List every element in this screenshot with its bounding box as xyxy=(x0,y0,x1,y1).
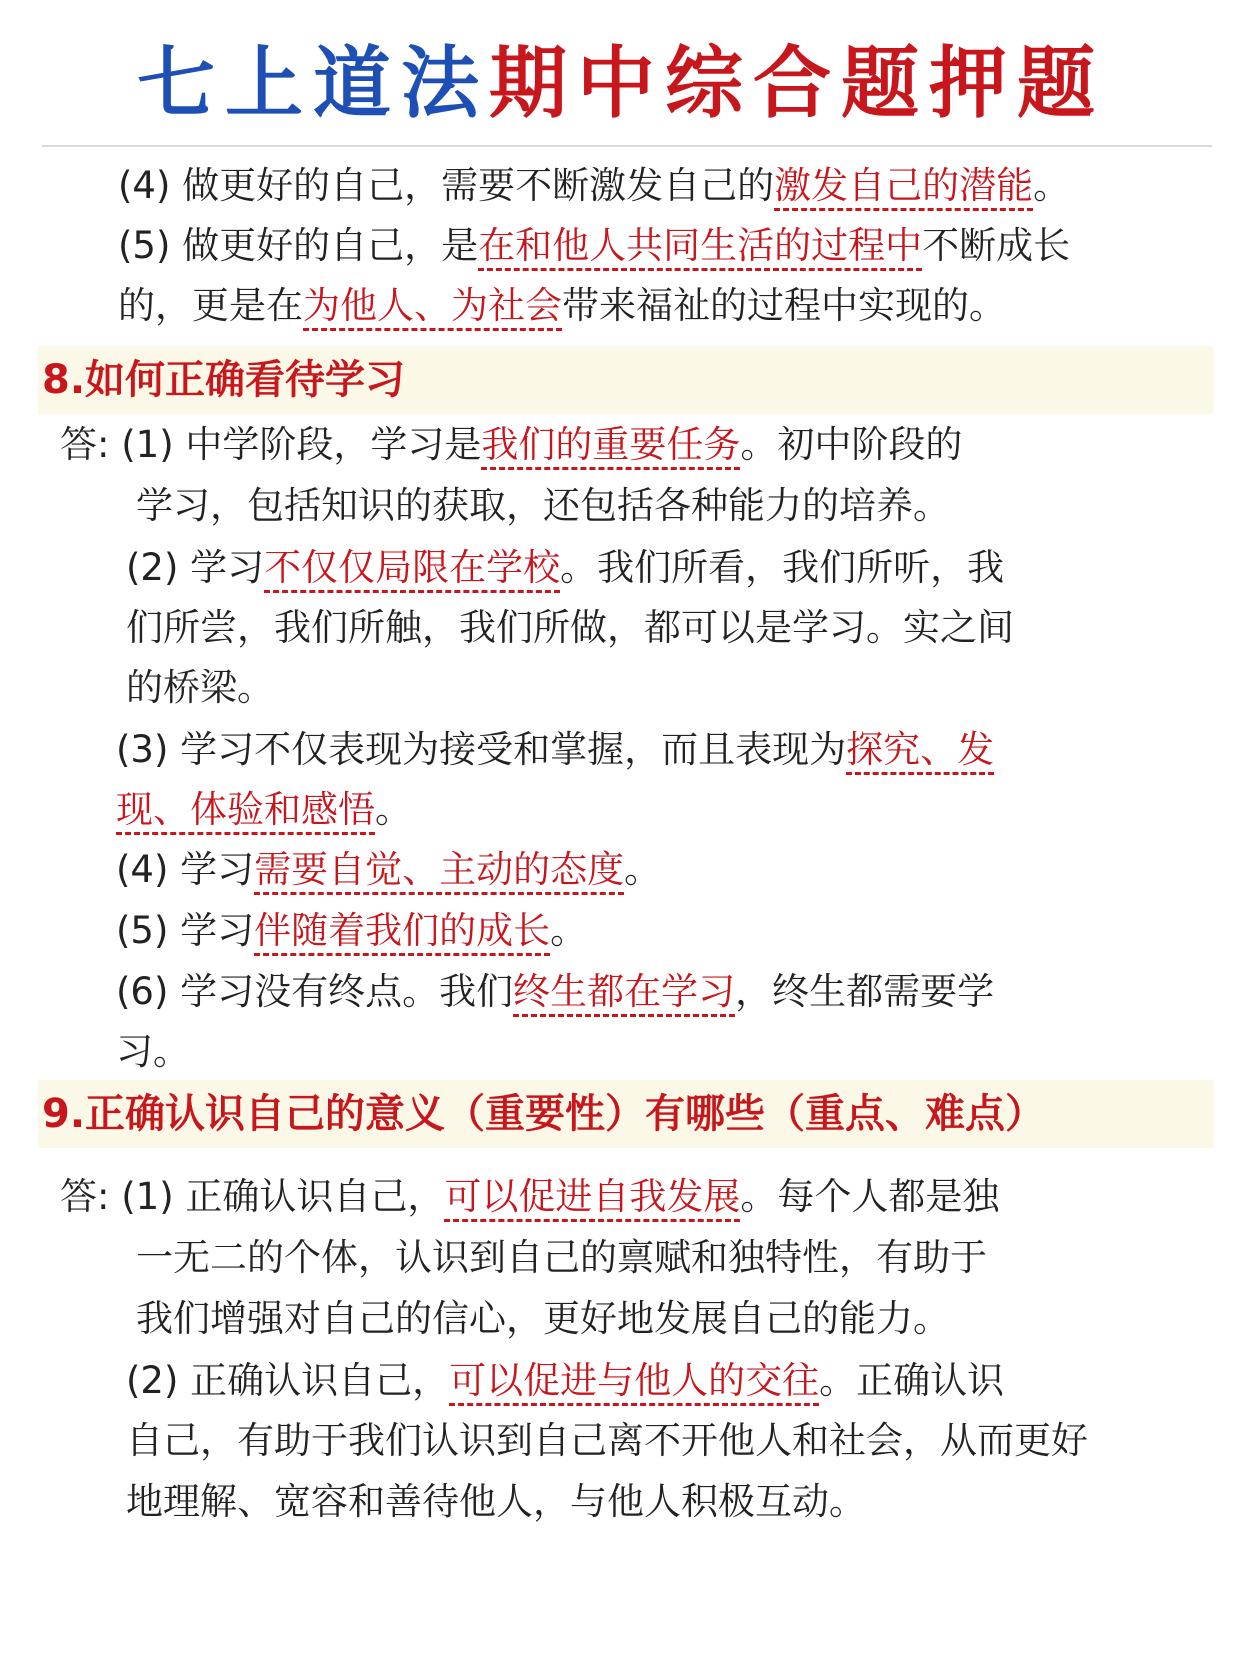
intro-item-4-keypoint: 激发自己的潜能 xyxy=(774,164,1033,211)
s8-answer-2-text: (2) 学习 xyxy=(126,546,265,589)
s8-answer-3-text: (3) 学习不仅表现为接受和掌握，而且表现为 xyxy=(116,728,847,771)
intro-item-5-text: (5) 做更好的自己，是 xyxy=(118,224,479,267)
intro-item-5-line2-text: 的，更是在 xyxy=(118,284,303,327)
s8-answer-3-line2-keypoint: 现、体验和感悟 xyxy=(116,788,375,835)
s9-answer-1-line3: 我们增强对自己的信心，更好地发展自己的能力。 xyxy=(136,1297,950,1340)
section-9-header xyxy=(38,1080,1214,1148)
intro-item-5-line2 xyxy=(118,281,1006,331)
s8-answer-4 xyxy=(116,845,661,895)
s9-answer-1 xyxy=(60,1172,999,1222)
s8-answer-5-end: 。 xyxy=(550,909,588,952)
intro-item-4-text: (4) 做更好的自己，需要不断激发自己的 xyxy=(118,164,775,207)
s9-answer-2-end: 。正确认识 xyxy=(819,1359,1005,1402)
s8-answer-2-line3: 的桥梁。 xyxy=(126,666,274,709)
s8-answer-6-line2: 习。 xyxy=(116,1030,190,1073)
s9-answer-1-line2: 一无二的个体，认识到自己的禀赋和独特性，有助于 xyxy=(136,1236,987,1279)
s8-answer-1-keypoint: 我们的重要任务 xyxy=(481,423,740,470)
s8-answer-4-keypoint: 需要自觉、主动的态度 xyxy=(254,848,624,895)
s8-answer-5-text: (5) 学习 xyxy=(116,909,255,952)
s9-answer-1-text: 答: (1) 正确认识自己， xyxy=(60,1175,445,1218)
page-title xyxy=(0,34,1242,134)
s9-answer-2-keypoint: 可以促进与他人的交往 xyxy=(449,1359,819,1406)
s8-answer-1-line2: 学习，包括知识的获取，还包括各种能力的培养。 xyxy=(136,484,950,527)
s9-answer-1-end: 。每个人都是独 xyxy=(740,1175,1000,1218)
intro-item-5-keypoint: 在和他人共同生活的过程中 xyxy=(478,224,922,271)
section-9-heading: 9.正确认识自己的意义（重要性）有哪些（重点、难点） xyxy=(42,1091,1046,1137)
intro-item-5 xyxy=(118,221,1070,271)
s8-answer-2-keypoint: 不仅仅局限在学校 xyxy=(264,546,560,593)
s9-answer-1-keypoint: 可以促进自我发展 xyxy=(444,1175,740,1222)
s8-answer-5 xyxy=(116,906,587,956)
s8-answer-2-line2: 们所尝，我们所触，我们所做，都可以是学习。实之间 xyxy=(126,606,1014,649)
intro-item-4 xyxy=(118,161,1070,211)
s8-answer-6-text: (6) 学习没有终点。我们 xyxy=(116,970,514,1013)
s8-answer-3-keypoint: 探究、发 xyxy=(846,728,994,775)
s8-answer-6-keypoint: 终生都在学习 xyxy=(513,970,735,1017)
s8-answer-6-end: ，终生都需要学 xyxy=(735,970,995,1013)
s9-answer-2-line2: 自己，有助于我们认识到自己离不开他人和社会，从而更好 xyxy=(126,1419,1088,1462)
s9-answer-2 xyxy=(126,1356,1004,1406)
intro-item-5-line2-keypoint: 为他人、为社会 xyxy=(303,284,562,331)
s9-answer-2-text: (2) 正确认识自己， xyxy=(126,1359,450,1402)
s8-answer-1-end: 。初中阶段的 xyxy=(740,423,963,466)
s8-answer-6 xyxy=(116,967,994,1017)
title-divider xyxy=(42,145,1212,147)
s8-answer-3-line2 xyxy=(116,785,412,835)
s8-answer-3-line2-end: 。 xyxy=(375,788,412,831)
s8-answer-2 xyxy=(126,543,1004,593)
intro-item-4-end: 。 xyxy=(1033,164,1071,207)
intro-item-5-text-end: 不断成长 xyxy=(922,224,1071,267)
page-title-red: 期中综合题押题 xyxy=(489,38,1106,129)
s8-answer-4-end: 。 xyxy=(624,848,662,891)
section-8-heading: 8.如何正确看待学习 xyxy=(42,357,406,403)
s9-answer-2-line3: 地理解、宽容和善待他人，与他人积极互动。 xyxy=(126,1480,866,1523)
s8-answer-1 xyxy=(60,420,962,470)
s8-answer-1-text: 答: (1) 中学阶段，学习是 xyxy=(60,423,482,466)
page-title-blue: 七上道法 xyxy=(136,38,489,129)
s8-answer-3 xyxy=(116,725,994,775)
s8-answer-5-keypoint: 伴随着我们的成长 xyxy=(254,909,550,956)
section-8-header xyxy=(38,346,1214,414)
s8-answer-4-text: (4) 学习 xyxy=(116,848,255,891)
intro-item-5-line2-end: 带来福祉的过程中实现的。 xyxy=(562,284,1006,327)
s8-answer-2-end: 。我们所看，我们所听，我 xyxy=(560,546,1005,589)
